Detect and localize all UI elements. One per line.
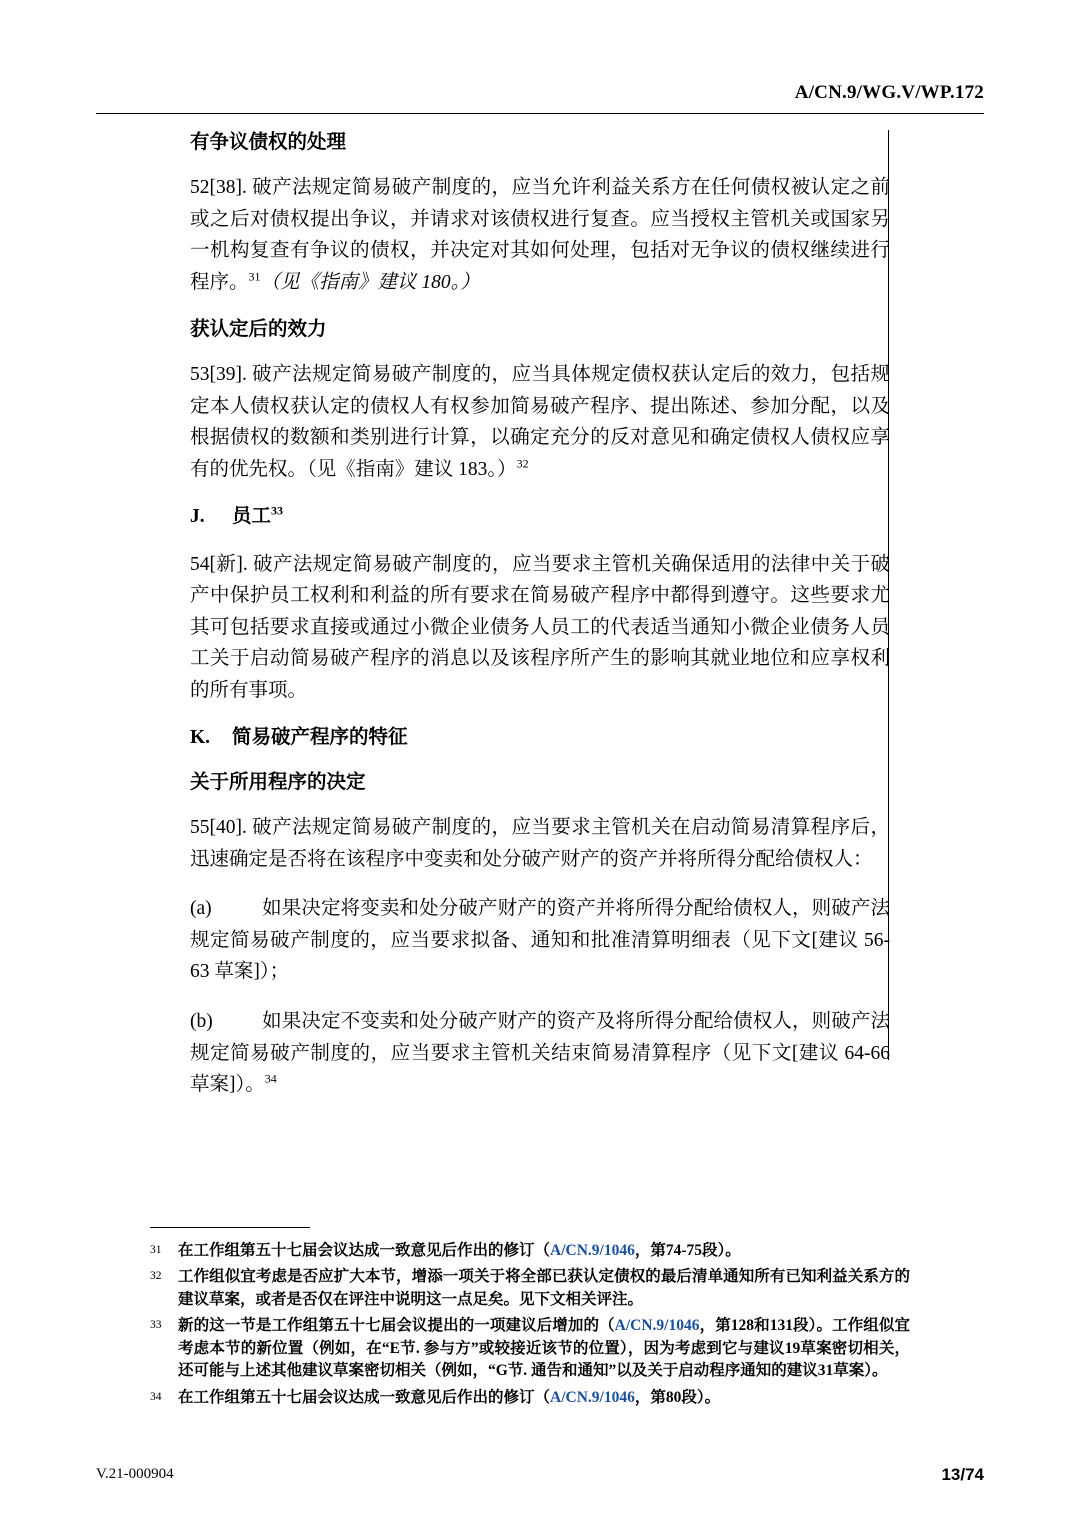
section-j-heading: [190, 503, 890, 530]
footnote-31-number: 31: [150, 1244, 162, 1256]
footnote-33-pre: 新的这一节是工作组第五十七届会议提出的一项建议后增加的（: [178, 1317, 615, 1335]
section-k-letter: K.: [190, 727, 211, 749]
footnote-32-pre: 工作组似宜考虑是否应扩大本节，增添一项关于将全部已获认定债权的最后清单通知所有已知利益关系方的建议草案，或者是否仅在评注中说明这一点足矣。见下文相关评注。: [178, 1268, 910, 1308]
footnote-ref-34[interactable]: 34: [264, 1071, 277, 1086]
paragraph-52-text: 52[38]. 破产法规定简易破产制度的，应当允许利益关系方在任何债权被认定之前或之后对债权提出争议，并请求对该债权进行复查。应当授权主管机关或国家另一机构复查有争议的债权，并决定对其如何处理，包括对无争议的债权继续进行程序。: [190, 177, 890, 294]
footer-job-number: V.21-000904: [96, 1466, 174, 1482]
footnote-ref-31[interactable]: 31: [248, 269, 261, 284]
list-item-b-label: (b): [190, 1010, 213, 1032]
page-header: [96, 82, 984, 104]
footnote-31-link[interactable]: A/CN.9/1046: [550, 1242, 635, 1259]
footnote-32: [150, 1266, 910, 1311]
section-j-letter: J.: [190, 506, 205, 528]
paragraph-53: [190, 359, 890, 485]
footnote-34-number: 34: [150, 1390, 162, 1403]
paragraph-52: [190, 172, 890, 298]
paragraph-54: 54[新]. 破产法规定简易破产制度的，应当要求主管机关确保适用的法律中关于破产中保护员工权利和利益的所有要求在简易破产程序中都得到遵守。这些要求尤其可包括要求直接或通过小微企业债务人员工的代表适当通知小微企业债务人员工关于启动简易破产程序的消息以及该程序所产生的影响其就业地位和应享权利的所有事项。: [190, 553, 890, 701]
footnote-33-link[interactable]: A/CN.9/1046: [614, 1317, 700, 1335]
footer-page-number: 13/74: [941, 1465, 984, 1484]
footnote-34-pre: 在工作组第五十七届会议达成一致意见后作出的修订（: [178, 1388, 551, 1406]
footnote-33-post: ，第128和131段）。工作组似宜考虑本节的新位置（例如，在“E节. 参与方”或较接近该节的位置），因为考虑到它与建议19草案密切相关，还可能与上述其他建议草案密切相关（例如，“G节. 通告和通知”以及关于启动程序通知的建议31草案）。: [178, 1317, 910, 1380]
footnote-34-link[interactable]: A/CN.9/1046: [550, 1388, 635, 1406]
footnote-33: [150, 1315, 910, 1382]
heading-decision-on-procedure: 关于所用程序的决定: [190, 771, 366, 793]
list-item-a-text: 如果决定将变卖和处分破产财产的资产并将所得分配给债权人，则破产法规定简易破产制度的，应当要求拟备、通知和批准清算明细表（见下文[建议 56-63 草案]）；: [190, 898, 890, 983]
footnote-31-text: [178, 1240, 910, 1262]
list-item-a-label: (a): [190, 898, 212, 920]
footnote-ref-32[interactable]: 32: [516, 456, 529, 471]
footnote-31-pre: 在工作组第五十七届会议达成一致意见后作出的修订（: [178, 1242, 551, 1259]
section-j-title: 员工: [232, 506, 272, 528]
section-k-title: 简易破产程序的特征: [232, 727, 408, 749]
section-j-title-wrap: [232, 503, 890, 530]
footnote-ref-33[interactable]: 33: [271, 503, 284, 518]
footnote-32-text: [178, 1266, 910, 1311]
footnote-34: [150, 1387, 910, 1409]
section-k-heading: [190, 724, 890, 751]
footnote-32-number: 32: [150, 1270, 162, 1283]
footnote-31-post: ，第74-75段）。: [634, 1242, 741, 1259]
footnote-33-text: [178, 1315, 910, 1382]
document-symbol: A/CN.9/WG.V/WP.172: [794, 82, 984, 103]
footnote-31: [150, 1240, 910, 1262]
paragraph-53-text: 53[39]. 破产法规定简易破产制度的，应当具体规定债权获认定后的效力，包括规定本人债权获认定的债权人有权参加简易破产程序、提出陈述、参加分配，以及根据债权的数额和类别进行计算，以确定充分的反对意见和确定债权人债权应享有的优先权。（见《指南》建议 183。）: [190, 363, 890, 480]
heading-disputed-claims: 有争议债权的处理: [190, 132, 347, 153]
list-item-b: [190, 1006, 890, 1101]
footnote-34-text: [178, 1387, 910, 1409]
heading-effect-of-admission: 获认定后的效力: [190, 318, 327, 340]
paragraph-52-tail: （见《指南》建议 180。）: [260, 272, 480, 294]
document-body: [190, 130, 890, 1119]
footnote-33-number: 33: [150, 1319, 162, 1332]
footnote-divider: [150, 1227, 310, 1228]
list-item-b-text: 如果决定不变卖和处分破产财产的资产及将所得分配给债权人，则破产法规定简易破产制度的，应当要求主管机关结束简易清算程序（见下文[建议 64-66 草案]）。: [190, 1010, 890, 1096]
header-divider: [96, 113, 984, 114]
list-item-a: [190, 893, 890, 988]
paragraph-55: 55[40]. 破产法规定简易破产制度的，应当要求主管机关在启动简易清算程序后，迅速确定是否将在该程序中变卖和处分破产财产的资产并将所得分配给债权人：: [190, 817, 890, 870]
footnote-34-post: ，第80段）。: [634, 1388, 721, 1406]
footnote-area: [150, 1240, 910, 1413]
